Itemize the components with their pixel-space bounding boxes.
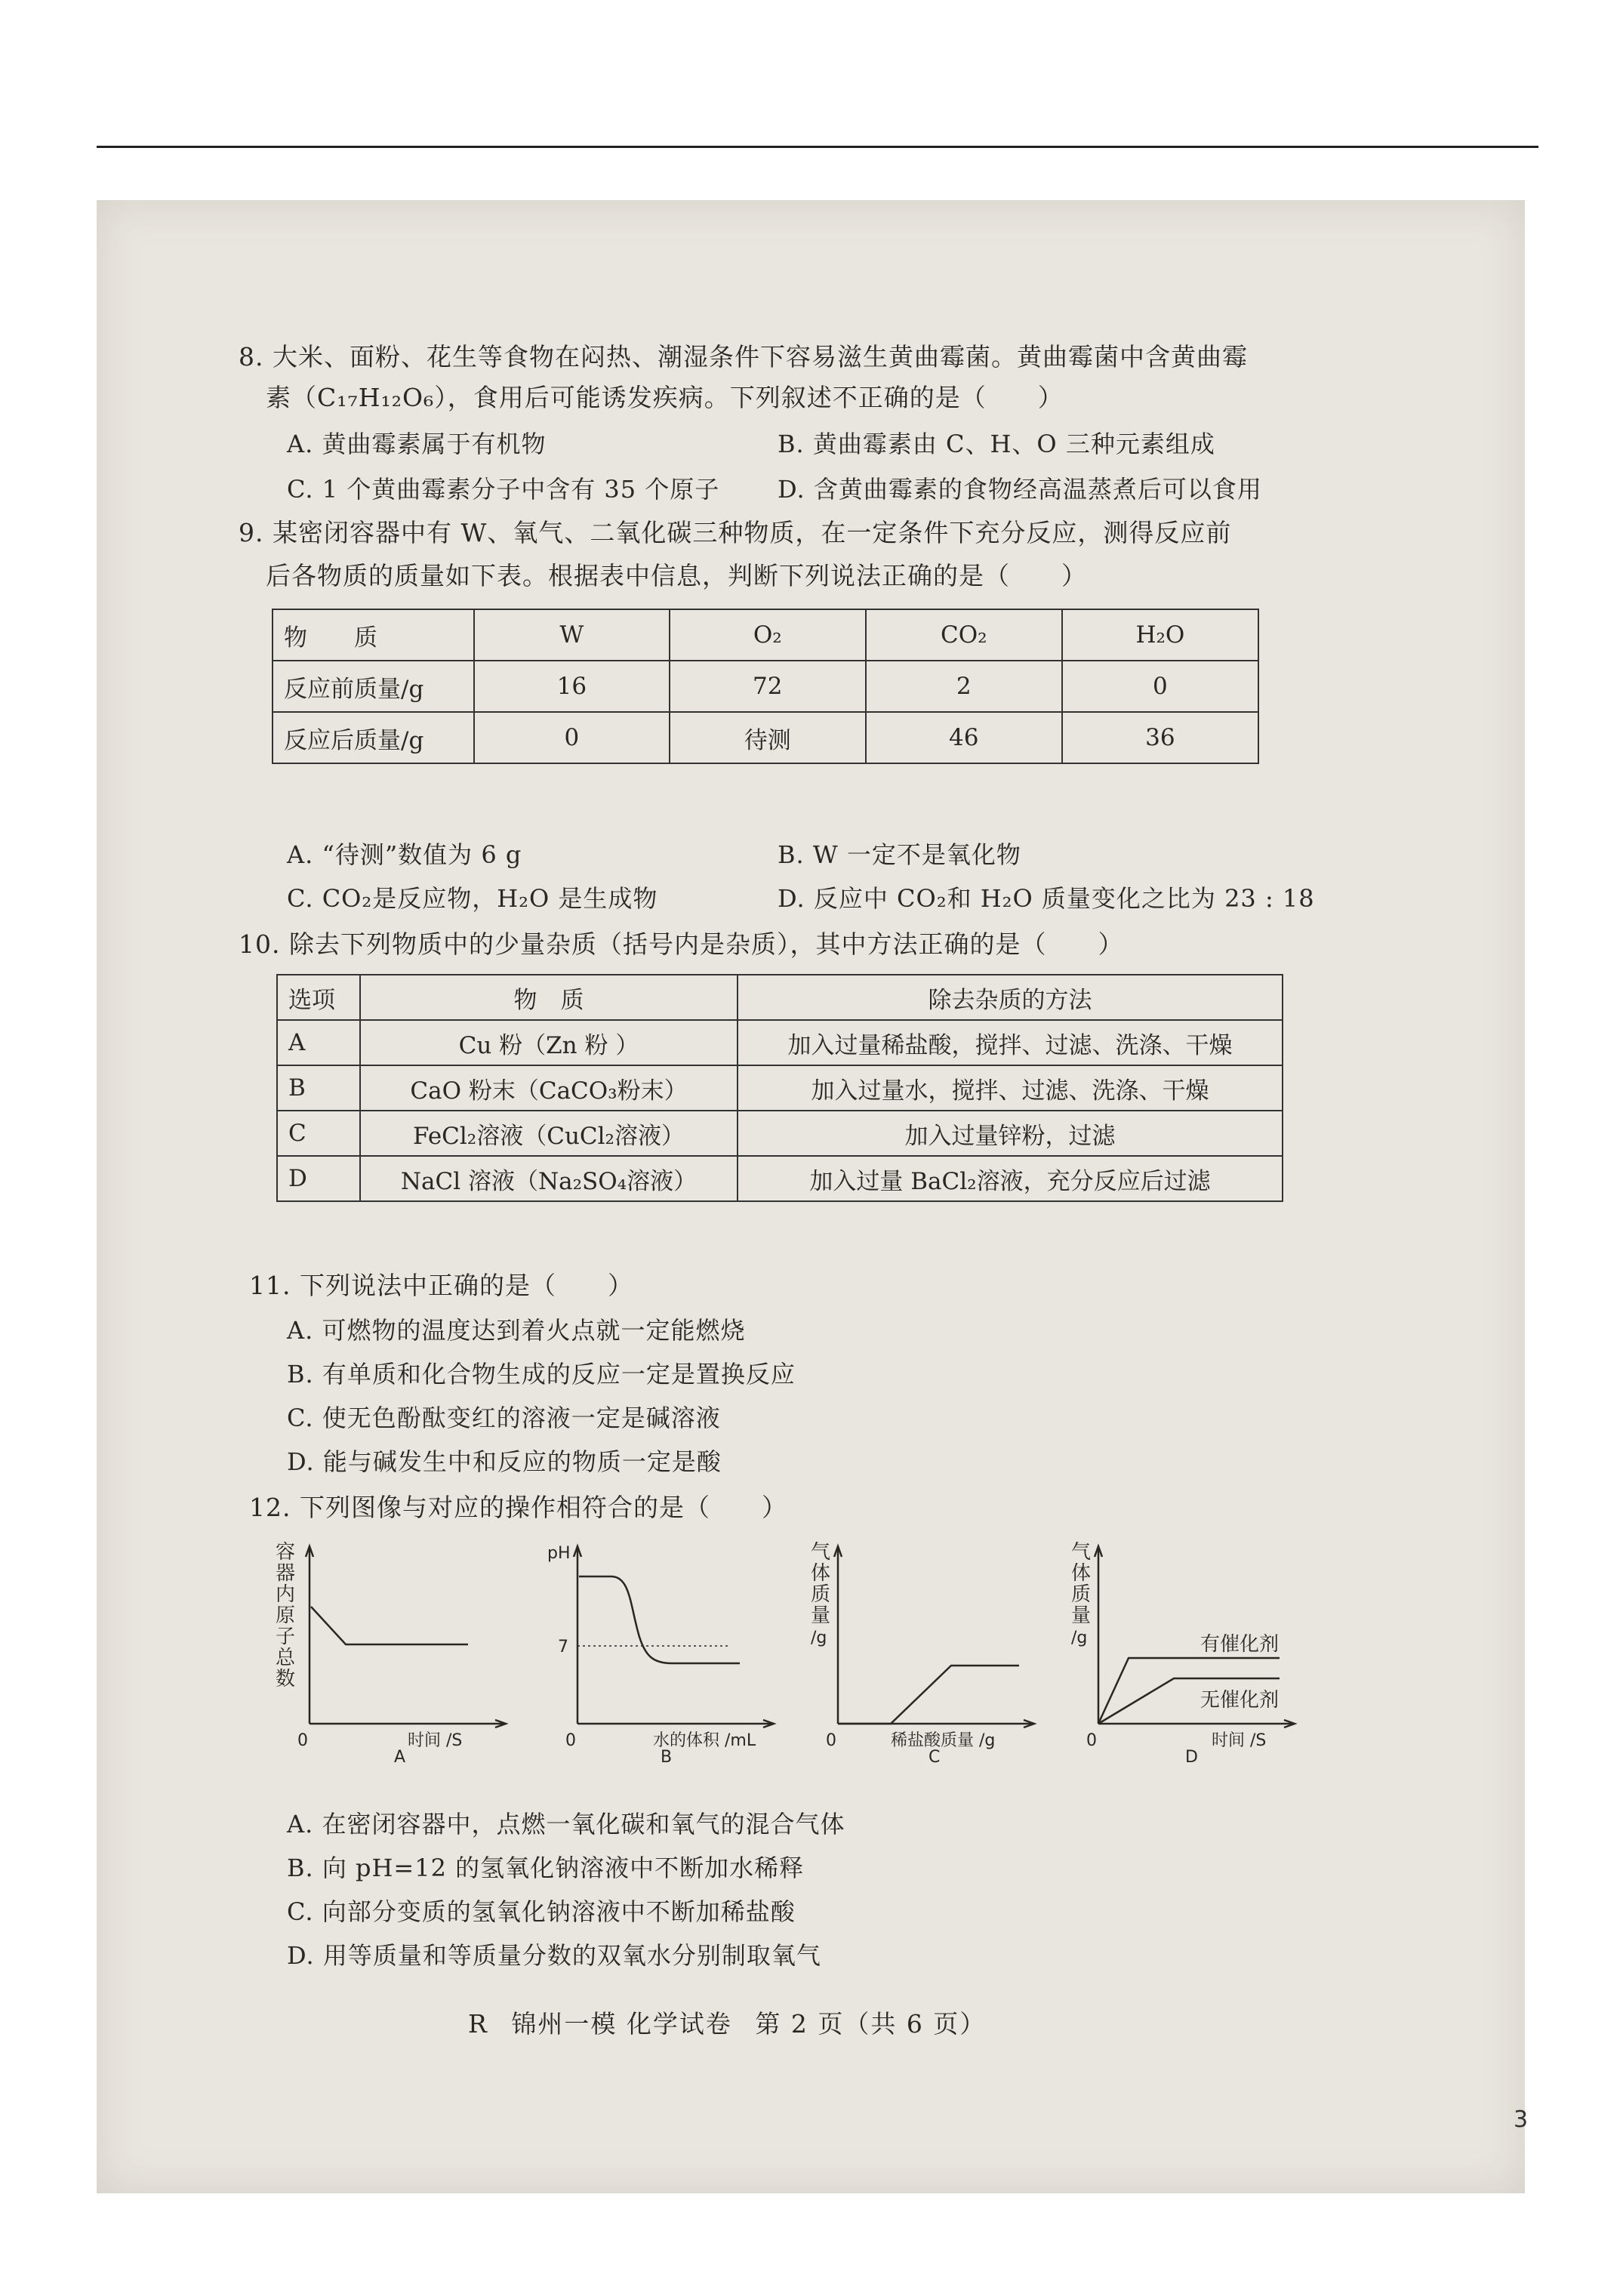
footer-title: 锦州一模 化学试卷 (511, 2009, 732, 2039)
graph-a-ylabel-char: 数 (276, 1668, 296, 1690)
q12-option-c: C. 向部分变质的氢氧化钠溶液中不断加稀盐酸 (287, 1897, 796, 1926)
graph-c-origin: 0 (826, 1731, 836, 1750)
graph-a-ylabel-char: 内 (276, 1583, 296, 1606)
table-row (277, 1156, 1283, 1201)
table-cell: 16 (474, 661, 670, 712)
graph-b-caption: B (661, 1748, 673, 1767)
q12-option-a: A. 在密闭容器中，点燃一氧化碳和氧气的混合气体 (287, 1810, 845, 1838)
q12-graph-b (532, 1531, 789, 1765)
table-cell: Cu 粉（Zn 粉 ） (360, 1020, 738, 1065)
q10-stem: 10. 除去下列物质中的少量杂质（括号内是杂质），其中方法正确的是（ ） (239, 929, 1124, 959)
q9-mass-table (272, 609, 1259, 764)
graph-b-origin: 0 (565, 1731, 576, 1750)
table-cell: 物 质 (273, 609, 474, 661)
graph-d-ylabel-char: 气 (1071, 1541, 1092, 1564)
graph-d-series-catalyst: 有催化剂 (1200, 1633, 1280, 1656)
graph-b-xlabel: 水的体积 /mL (653, 1731, 756, 1750)
q11-option-d: D. 能与碱发生中和反应的物质一定是酸 (287, 1447, 722, 1476)
q11-option-b: B. 有单质和化合物生成的反应一定是置换反应 (287, 1360, 796, 1388)
footer-page: 第 2 页（共 6 页） (755, 2009, 987, 2039)
table-cell: 36 (1062, 712, 1258, 763)
table-cell: H₂O (1062, 609, 1258, 661)
graph-d-origin: 0 (1086, 1731, 1097, 1750)
q9-stem-line2: 后各物质的质量如下表。根据表中信息，判断下列说法正确的是（ ） (266, 561, 1087, 590)
table-cell: 除去杂质的方法 (738, 975, 1283, 1020)
graph-c-ylabel-char: 体 (811, 1562, 831, 1585)
table-cell: 物 质 (360, 975, 738, 1020)
graph-c-ylabel-char: 量 (811, 1604, 831, 1627)
table-cell: 0 (474, 712, 670, 763)
graph-d-ylabel-char: 质 (1071, 1583, 1092, 1606)
q8-option-c: C. 1 个黄曲霉素分子中含有 35 个原子 (287, 475, 720, 504)
graph-d-ylabel-char: 体 (1071, 1562, 1092, 1585)
q11-option-a: A. 可燃物的温度达到着火点就一定能燃烧 (287, 1316, 746, 1345)
graph-a-ylabel-char: 总 (276, 1647, 296, 1669)
table-cell: 2 (866, 661, 1062, 712)
table-cell: 反应后质量/g (273, 712, 474, 763)
table-cell: 加入过量稀盐酸，搅拌、过滤、洗涤、干燥 (738, 1020, 1283, 1065)
q12-option-d: D. 用等质量和等质量分数的双氧水分别制取氧气 (287, 1941, 821, 1970)
table-cell: 加入过量水，搅拌、过滤、洗涤、干燥 (738, 1065, 1283, 1111)
q12-graph-a (264, 1531, 513, 1765)
q10-method-table (276, 974, 1283, 1202)
graph-c-ylabel-char: 气 (811, 1541, 831, 1564)
graph-c-ylabel-char: 质 (811, 1583, 831, 1606)
graph-a-xlabel: 时间 /S (408, 1731, 463, 1750)
table-cell: 72 (670, 661, 866, 712)
q12-graph-c (793, 1531, 1049, 1765)
page-footer (468, 2005, 986, 2040)
table-cell: B (277, 1065, 360, 1111)
graph-c-caption: C (929, 1748, 941, 1767)
graph-c-ylabel-unit: /g (811, 1629, 827, 1647)
graph-a-ylabel-char: 原 (276, 1604, 296, 1627)
graph-a-ylabel-char: 器 (276, 1562, 296, 1585)
q9-stem-line1: 9. 某密闭容器中有 W、氧气、二氧化碳三种物质，在一定条件下充分反应，测得反应前 (239, 518, 1232, 547)
q12-graph-d (1053, 1531, 1325, 1765)
table-row (277, 1065, 1283, 1111)
graph-d-caption: D (1185, 1748, 1198, 1767)
graph-d-ylabel-unit: /g (1071, 1629, 1088, 1647)
graph-a-ylabel-char: 子 (276, 1626, 296, 1648)
q9-option-b: B. W 一定不是氧化物 (778, 840, 1021, 869)
table-cell: 待测 (670, 712, 866, 763)
q12-stem: 12. 下列图像与对应的操作相符合的是（ ） (249, 1493, 787, 1522)
q8-stem-line1: 8. 大米、面粉、花生等食物在闷热、潮湿条件下容易滋生黄曲霉菌。黄曲霉菌中含黄曲霉 (239, 342, 1248, 371)
graph-a-origin: 0 (297, 1731, 308, 1750)
q8-option-a: A. 黄曲霉素属于有机物 (287, 430, 547, 458)
top-rule (97, 146, 1538, 148)
table-cell: C (277, 1111, 360, 1156)
graph-b-ylabel: pH (547, 1544, 571, 1563)
graph-d-xlabel: 时间 /S (1212, 1731, 1267, 1750)
table-cell: FeCl₂溶液（CuCl₂溶液） (360, 1111, 738, 1156)
q8-stem-line2: 素（C₁₇H₁₂O₆），食用后可能诱发疾病。下列叙述不正确的是（ ） (266, 383, 1064, 412)
footer-code: R (468, 2009, 488, 2039)
table-cell: 选项 (277, 975, 360, 1020)
table-cell: D (277, 1156, 360, 1201)
table-cell: CaO 粉末（CaCO₃粉末） (360, 1065, 738, 1111)
graph-a-ylabel-char: 容 (276, 1541, 296, 1564)
table-cell: 加入过量锌粉，过滤 (738, 1111, 1283, 1156)
q8-option-b: B. 黄曲霉素由 C、H、O 三种元素组成 (778, 430, 1215, 458)
q12-option-b: B. 向 pH=12 的氢氧化钠溶液中不断加水稀释 (287, 1854, 805, 1882)
graph-d-series-no-catalyst: 无催化剂 (1200, 1689, 1280, 1712)
q9-option-d: D. 反应中 CO₂和 H₂O 质量变化之比为 23 : 18 (778, 884, 1315, 913)
graph-c-xlabel: 稀盐酸质量 /g (891, 1731, 996, 1750)
q11-stem: 11. 下列说法中正确的是（ ） (249, 1271, 633, 1300)
table-cell: 反应前质量/g (273, 661, 474, 712)
table-row (277, 1111, 1283, 1156)
table-cell: 0 (1062, 661, 1258, 712)
graph-b-tick-7: 7 (558, 1638, 568, 1657)
table-cell: W (474, 609, 670, 661)
table-cell: CO₂ (866, 609, 1062, 661)
table-cell: 加入过量 BaCl₂溶液，充分反应后过滤 (738, 1156, 1283, 1201)
table-row (273, 661, 1258, 712)
table-cell: O₂ (670, 609, 866, 661)
q9-option-a: A. “待测”数值为 6 g (287, 840, 522, 869)
q9-option-c: C. CO₂是反应物，H₂O 是生成物 (287, 884, 658, 913)
table-cell: A (277, 1020, 360, 1065)
q8-option-d: D. 含黄曲霉素的食物经高温蒸煮后可以食用 (778, 475, 1262, 504)
graph-a-caption: A (394, 1748, 406, 1767)
q11-option-c: C. 使无色酚酞变红的溶液一定是碱溶液 (287, 1404, 721, 1432)
table-cell: NaCl 溶液（Na₂SO₄溶液） (360, 1156, 738, 1201)
table-row (277, 975, 1283, 1020)
table-row (273, 609, 1258, 661)
table-cell: 46 (866, 712, 1062, 763)
corner-page-number: 3 (1514, 2106, 1529, 2133)
graph-d-ylabel-char: 量 (1071, 1604, 1092, 1627)
table-row (277, 1020, 1283, 1065)
table-row (273, 712, 1258, 763)
